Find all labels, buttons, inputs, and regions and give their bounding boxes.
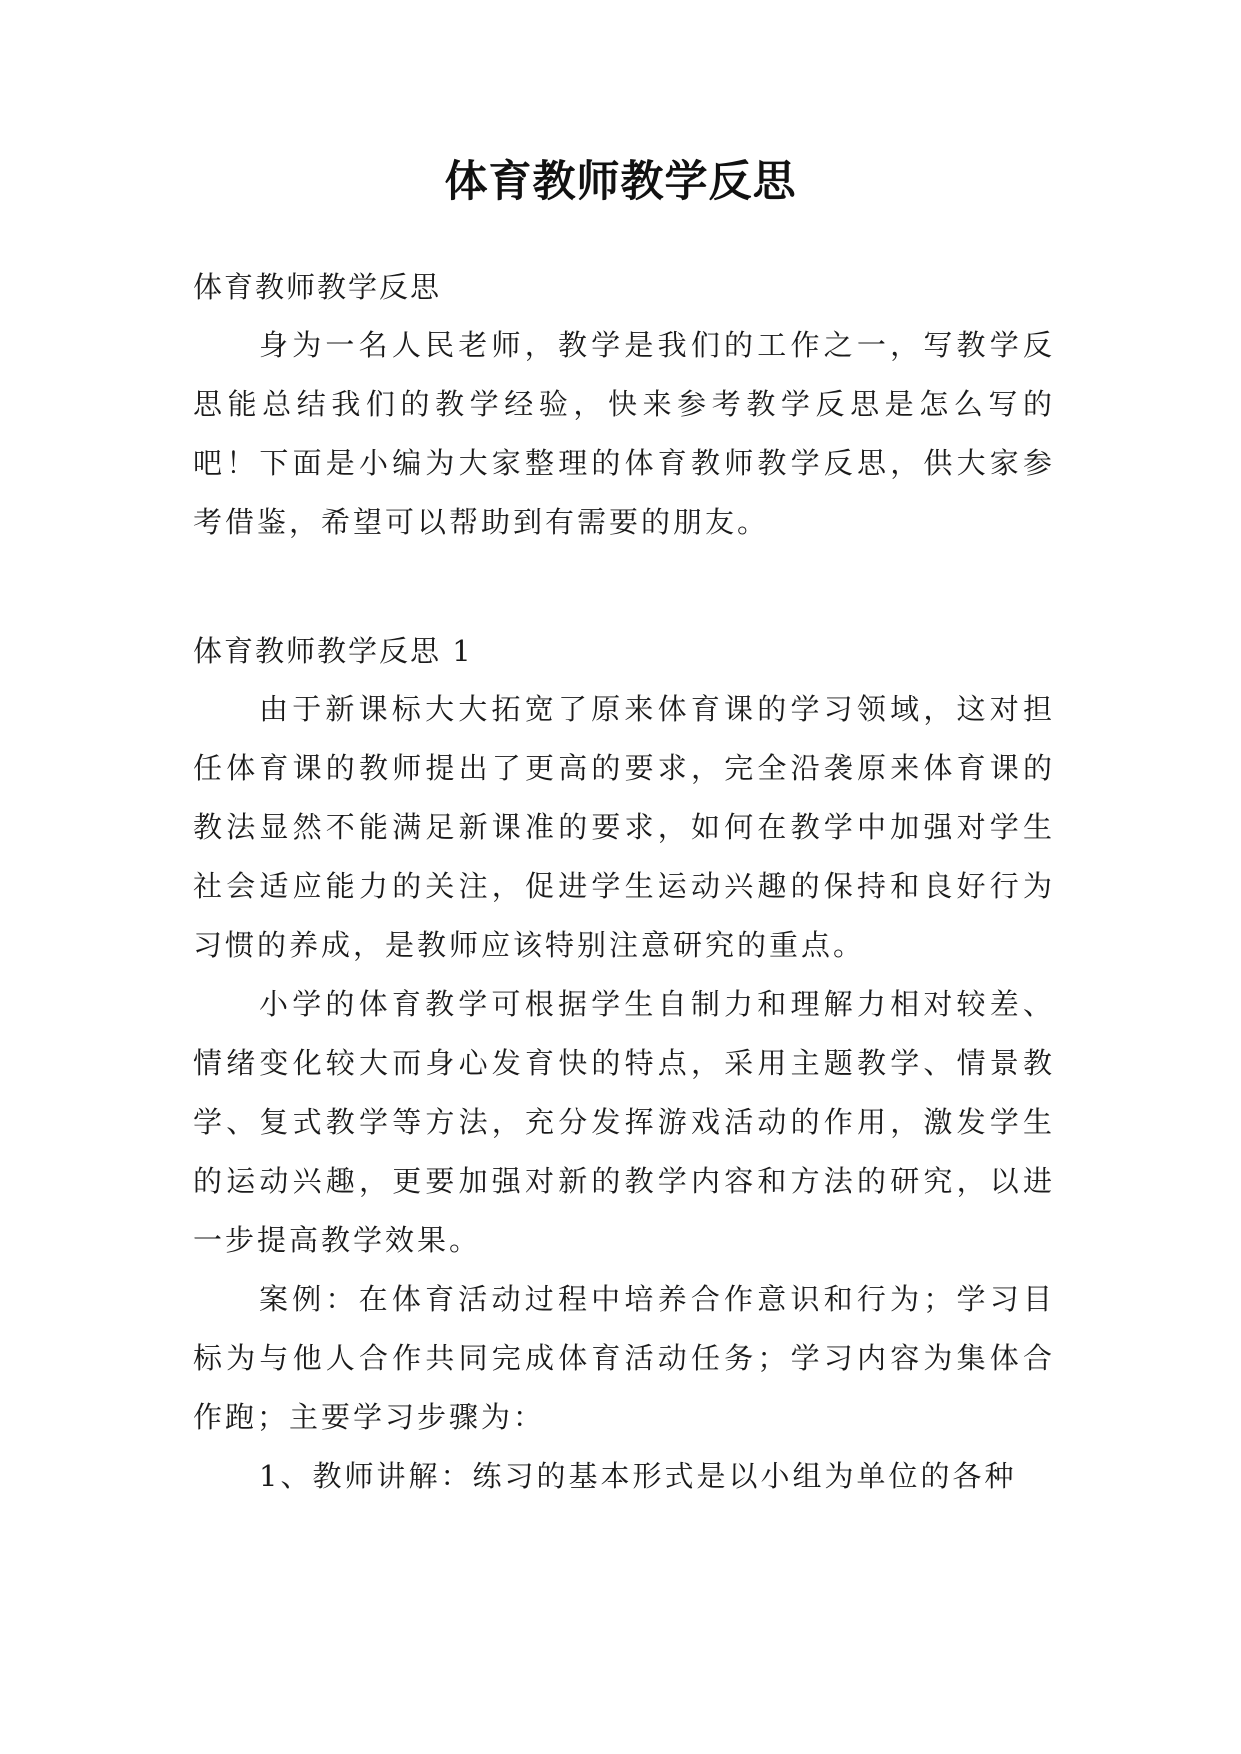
section1-paragraph-1: 由于新课标大大拓宽了原来体育课的学习领域，这对担任体育课的教师提出了更高的要求，完全沿袭原来体育课的教法显然不能满足新课准的要求，如何在教学中加强对学生社会适应能力的关注，促进学生运动兴趣的保持和良好行为习惯的养成，是教师应该特别注意研究的重点。	[193, 692, 1055, 962]
section1-paragraph-4: 1、教师讲解：练习的基本形式是以小组为单位的各种	[259, 1459, 1017, 1493]
intro-heading: 体育教师教学反思	[193, 270, 442, 304]
intro-paragraph: 身为一名人民老师，教学是我们的工作之一，写教学反思能总结我们的教学经验，快来参考教学反思是怎么写的吧！下面是小编为大家整理的体育教师教学反思，供大家参考借鉴，希望可以帮助到有需要的朋友。	[193, 328, 1055, 539]
document-title: 体育教师教学反思	[444, 157, 797, 207]
section1-paragraph-2: 小学的体育教学可根据学生自制力和理解力相对较差、情绪变化较大而身心发育快的特点，采用主题教学、情景教学、复式教学等方法，充分发挥游戏活动的作用，激发学生的运动兴趣，更要加强对新的教学内容和方法的研究，以进一步提高教学效果。	[193, 987, 1055, 1257]
section-heading-1: 体育教师教学反思 1	[193, 634, 473, 668]
section1-paragraph-3: 案例：在体育活动过程中培养合作意识和行为；学习目标为与他人合作共同完成体育活动任务；学习内容为集体合作跑；主要学习步骤为：	[193, 1282, 1055, 1434]
